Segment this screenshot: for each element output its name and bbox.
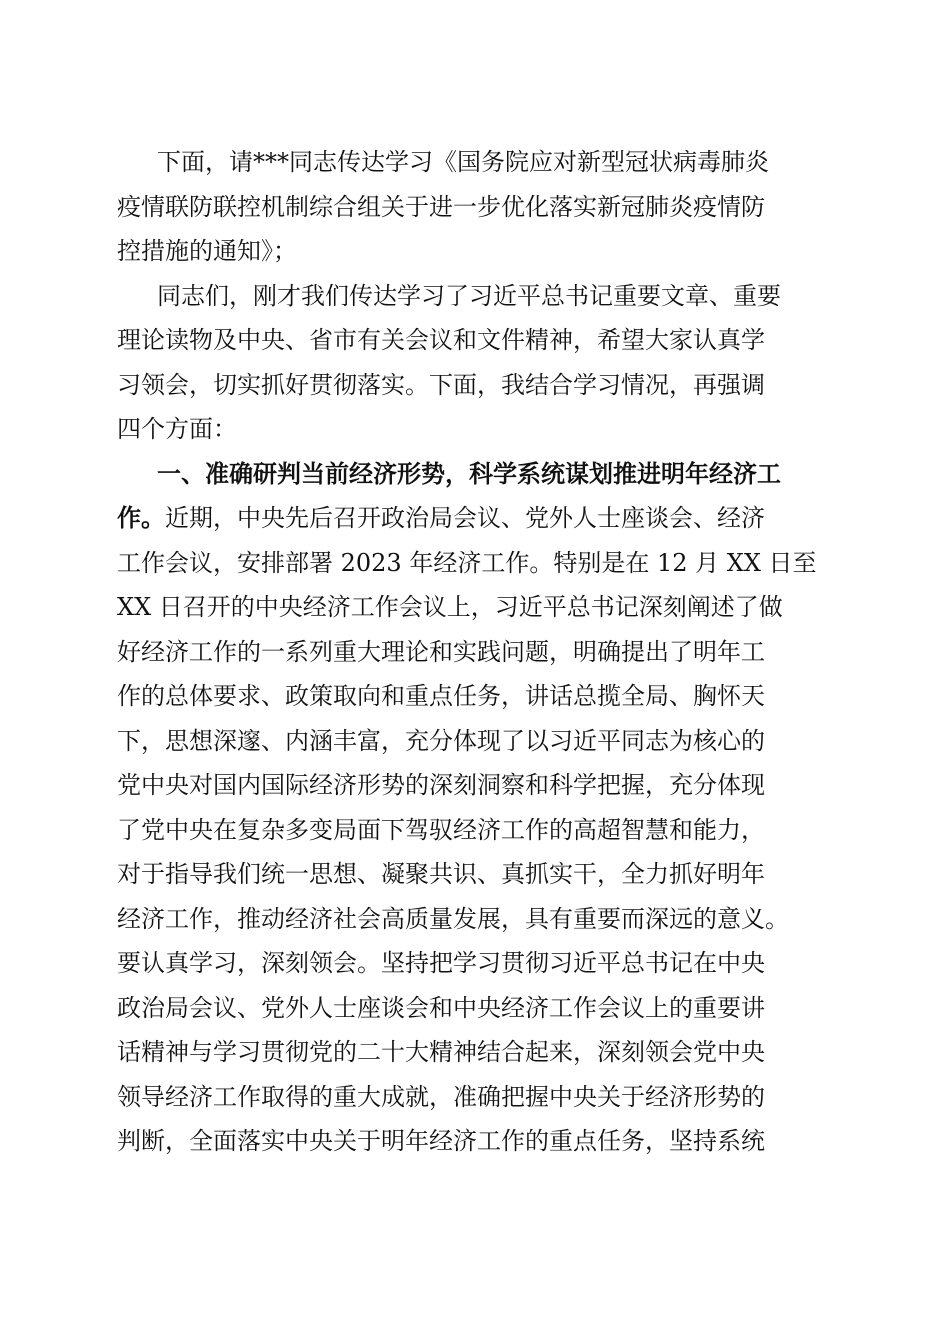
- paragraph-2-line-2: 理论读物及中央、省市有关会议和文件精神，希望大家认真学: [117, 326, 765, 354]
- paragraph-3-line-5: 好经济工作的一系列重大理论和实践问题，明确提出了明年工: [117, 637, 765, 666]
- paragraph-3-line-15: 领导经济工作取得的重大成就，准确把握中央关于经济形势的: [117, 1082, 765, 1111]
- section-heading-1-end: 作。: [117, 503, 165, 532]
- paragraph-3-line-6: 作的总体要求、政策取向和重点任务，讲话总揽全局、胸怀天: [117, 682, 765, 710]
- section-heading-1: 一、准确研判当前经济形势，科学系统谋划推进明年经济工: [157, 458, 781, 488]
- paragraph-3-line-12: 要认真学习，深刻领会。坚持把学习贯彻习近平总书记在中央: [117, 949, 765, 977]
- paragraph-3-line-10: 对于指导我们统一思想、凝聚共识、真抓实干，全力抓好明年: [117, 860, 765, 888]
- paragraph-3-line-11: 经济工作，推动经济社会高质量发展，具有重要而深远的意义。: [117, 904, 789, 933]
- paragraph-1: [117, 140, 837, 274]
- paragraph-3-line-16: 判断，全面落实中央关于明年经济工作的重点任务，坚持系统: [117, 1127, 765, 1155]
- paragraph-3-line-4: XX 日召开的中央经济工作会议上，习近平总书记深刻阐述了做: [117, 593, 783, 621]
- paragraph-3-line-14: 话精神与学习贯彻党的二十大精神结合起来，深刻领会党中央: [117, 1038, 765, 1066]
- paragraph-3-line-8: 党中央对国内国际经济形势的深刻洞察和科学把握，充分体现: [117, 771, 765, 799]
- paragraph-1-line-1: 下面，请***同志传达学习《国务院应对新型冠状病毒肺炎: [157, 148, 769, 176]
- paragraph-3-line-2-text: 近期，中央先后召开政治局会议、党外人士座谈会、经济: [165, 504, 765, 532]
- paragraph-2: [117, 274, 837, 452]
- paragraph-3-line-7: 下，思想深邃、内涵丰富，充分体现了以习近平同志为核心的: [117, 726, 765, 755]
- paragraph-1-line-3: 控措施的通知》；: [117, 237, 297, 265]
- paragraph-3-line-9: 了党中央在复杂多变局面下驾驭经济工作的高超智慧和能力，: [117, 815, 765, 844]
- paragraph-2-line-3: 习领会，切实抓好贯彻落实。下面，我结合学习情况，再强调: [117, 370, 765, 399]
- paragraph-3-line-3: 工作会议，安排部署 2023 年经济工作。特别是在 12 月 XX 日至: [117, 548, 817, 577]
- paragraph-2-line-4: 四个方面：: [117, 415, 237, 443]
- document-body: [117, 140, 837, 1164]
- paragraph-3-line-2: [117, 496, 837, 541]
- paragraph-3: [117, 452, 837, 1164]
- paragraph-3-line-13: 政治局会议、党外人士座谈会和中央经济工作会议上的重要讲: [117, 993, 765, 1022]
- paragraph-1-line-2: 疫情联防联控机制综合组关于进一步优化落实新冠肺炎疫情防: [117, 192, 765, 221]
- paragraph-2-line-1: 同志们，刚才我们传达学习了习近平总书记重要文章、重要: [157, 281, 781, 310]
